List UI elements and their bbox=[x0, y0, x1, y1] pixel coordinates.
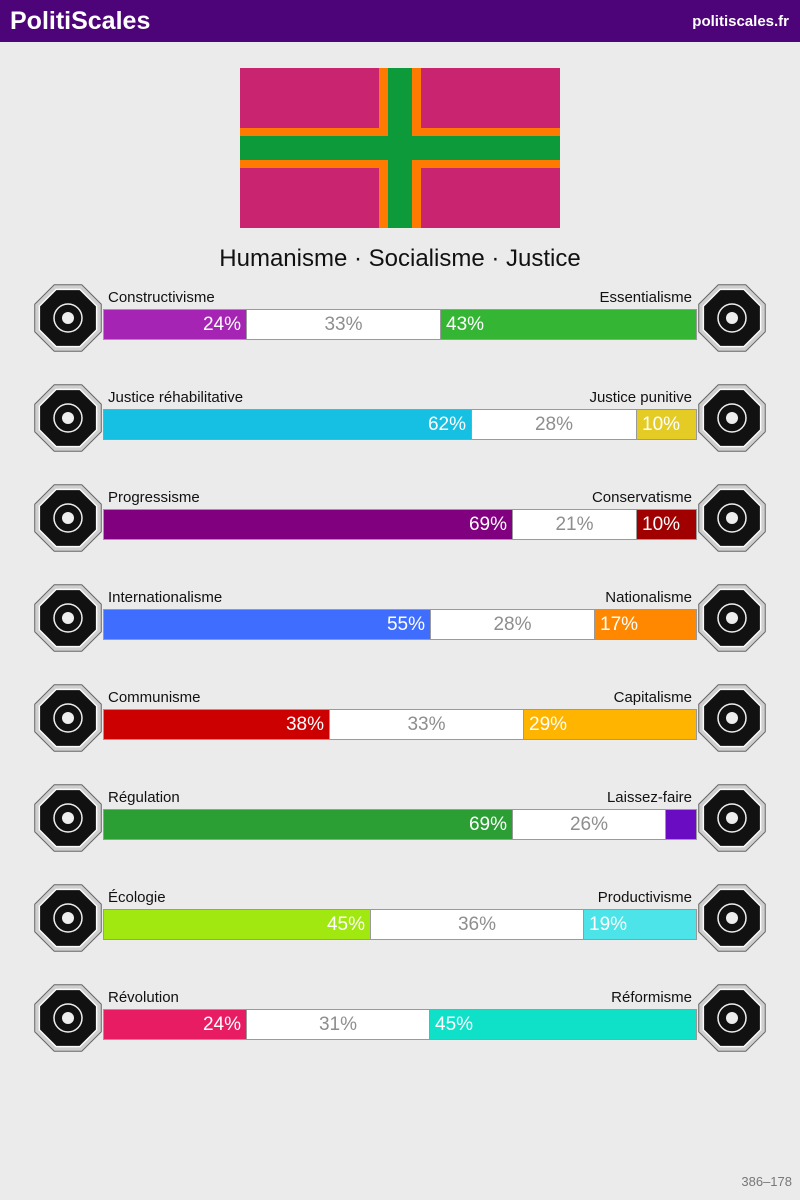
axis-right-percent: 10% bbox=[642, 414, 681, 435]
gear-icon bbox=[695, 881, 769, 955]
prison-bars-icon bbox=[695, 381, 769, 455]
parliament-icon bbox=[695, 981, 769, 1055]
axis-bar bbox=[103, 709, 697, 740]
axis-neutral-percent: 21% bbox=[555, 514, 594, 535]
axis-right-label: Réformisme bbox=[611, 989, 692, 1006]
axis-left-label: Justice réhabilitative bbox=[108, 389, 244, 406]
axis-neutral-percent: 28% bbox=[534, 414, 574, 435]
axis-neutral-percent: 33% bbox=[324, 314, 363, 335]
axis-left-label: Constructivisme bbox=[108, 289, 215, 306]
globe-laurel-icon bbox=[31, 581, 105, 655]
axis-right-label: Essentialisme bbox=[599, 289, 692, 306]
site-link[interactable]: politiscales.fr bbox=[692, 13, 789, 30]
axis-neutral-percent: 26% bbox=[569, 814, 609, 835]
axis-neutral-percent: 31% bbox=[318, 1014, 358, 1035]
axis-left-percent: 24% bbox=[202, 1014, 241, 1035]
flag-cross-horizontal bbox=[240, 136, 560, 160]
axis-bar bbox=[103, 809, 697, 840]
axis-left-label: Communisme bbox=[108, 689, 201, 706]
axis-neutral-percent: 33% bbox=[407, 714, 446, 735]
axis-right-label: Justice punitive bbox=[589, 389, 692, 406]
fist-icon bbox=[31, 981, 105, 1055]
axis-left-percent: 38% bbox=[285, 714, 324, 735]
axis-left-percent: 62% bbox=[427, 414, 466, 435]
axis-right-percent: 10% bbox=[642, 514, 681, 535]
footer-code: 386–178 bbox=[741, 1174, 792, 1189]
axis-right-label: Nationalisme bbox=[605, 589, 692, 606]
axis-right-percent: 45% bbox=[435, 1014, 474, 1035]
handshake-icon bbox=[31, 381, 105, 455]
flag-icon bbox=[695, 581, 769, 655]
axis-bar bbox=[103, 409, 697, 440]
axis-left-percent: 55% bbox=[386, 614, 425, 635]
axis-row bbox=[0, 989, 800, 1069]
axis-right-label: Conservatisme bbox=[591, 489, 692, 506]
axis-left-percent: 69% bbox=[468, 814, 507, 835]
money-bag-icon bbox=[695, 681, 769, 755]
axis-row bbox=[0, 889, 800, 969]
axis-row bbox=[0, 789, 800, 869]
axis-right-percent: 19% bbox=[589, 914, 628, 935]
axis-right-label: Productivisme bbox=[597, 889, 692, 906]
butterfly-icon bbox=[695, 781, 769, 855]
axis-row bbox=[0, 289, 800, 369]
axis-right-label: Laissez-faire bbox=[606, 789, 692, 806]
axis-left-label: Internationalisme bbox=[108, 589, 223, 606]
axis-bar bbox=[103, 1009, 697, 1040]
axis-left-percent: 24% bbox=[202, 314, 241, 335]
axis-neutral-percent: 28% bbox=[493, 614, 532, 635]
ruler-icon bbox=[31, 781, 105, 855]
axis-right-percent: 17% bbox=[600, 614, 639, 635]
axis-left-label: Révolution bbox=[108, 989, 179, 1006]
eye-web-icon bbox=[31, 281, 105, 355]
axis-bar bbox=[103, 309, 697, 340]
axis-right-percent: 29% bbox=[529, 714, 568, 735]
axis-row bbox=[0, 689, 800, 769]
hammer-sickle-icon bbox=[31, 681, 105, 755]
axis-bar bbox=[103, 609, 697, 640]
axis-bar bbox=[103, 909, 697, 940]
axis-left-label: Écologie bbox=[108, 889, 166, 906]
axis-row bbox=[0, 589, 800, 669]
axis-neutral-percent: 36% bbox=[457, 914, 497, 935]
rocket-icon bbox=[31, 481, 105, 555]
axis-row bbox=[0, 489, 800, 569]
axis-row bbox=[0, 389, 800, 469]
brand-title[interactable]: PolitiScales bbox=[10, 7, 151, 35]
sprout-icon bbox=[31, 881, 105, 955]
axis-left-percent: 69% bbox=[468, 514, 507, 535]
result-flag bbox=[240, 68, 560, 228]
slogan: Humanisme · Socialisme · Justice bbox=[219, 245, 581, 272]
axis-bar bbox=[103, 509, 697, 540]
axis-left-percent: 45% bbox=[326, 914, 365, 935]
axis-left-label: Progressisme bbox=[108, 489, 200, 506]
flower-icon bbox=[695, 281, 769, 355]
top-bar bbox=[0, 0, 800, 42]
axis-right-percent: 43% bbox=[446, 314, 485, 335]
axis-left-label: Régulation bbox=[108, 789, 180, 806]
axis-right-percent bbox=[666, 810, 696, 839]
hourglass-icon bbox=[695, 481, 769, 555]
axis-right-label: Capitalisme bbox=[613, 689, 692, 706]
